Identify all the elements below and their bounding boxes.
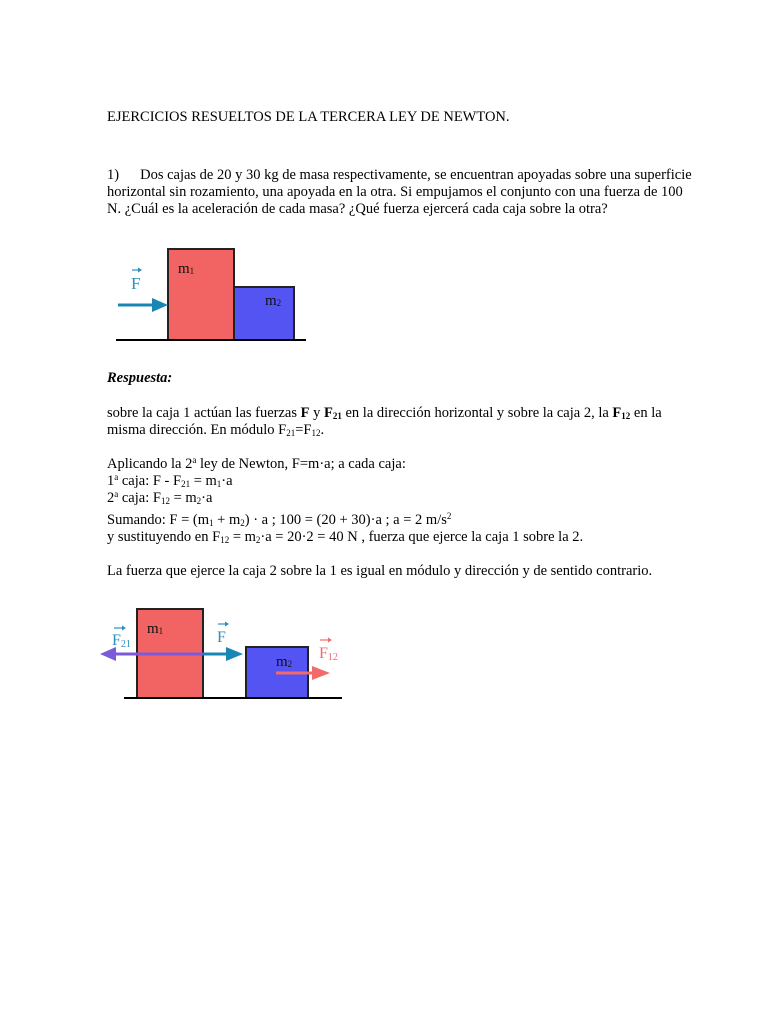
f-label: F (217, 629, 226, 646)
f-arrowhead (226, 647, 243, 661)
answer-paragraph-1-line-1: sobre la caja 1 actúan las fuerzas F y $F_{21}$ en la dirección horizontal y sobre la caja 2, la $F_{12}$ en la (107, 405, 662, 421)
answer-paragraph-1-line-2: misma dirección. En módulo $F_{21}=F_{12}$. (107, 422, 325, 438)
box-m2-label: m2 (276, 654, 293, 670)
f21-arrowhead (100, 647, 116, 661)
box-m1-label: m1 (178, 261, 195, 277)
f12-label: F12 (319, 645, 338, 663)
figure-1-diagram (112, 244, 312, 344)
equation-substitution: y sustituyendo en $F_{12} = m_2\cdot a = 20\cdot 2 = 40$ N , fuerza que ejerce la caja 1 sobre la 2. (107, 529, 584, 545)
problem-text-1: Dos cajas de 20 y 30 kg de masa respectivamente, se encuentran apoyadas sobre una superficie (140, 167, 692, 183)
document-title: EJERCICIOS RESUELTOS DE LA TERCERA LEY DE NEWTON. (107, 109, 510, 125)
equation-sum: Sumando: $F = (m_1 + m_2) \cdot a$ ; 100 = (20 + 30)·a ; a = 2 $m/s^2$ (107, 511, 452, 528)
box-m2 (234, 287, 294, 340)
newton-law-line: Aplicando la 2$^a$ ley de Newton, F=m·a; a cada caja: (107, 455, 406, 472)
figure-2-diagram (100, 600, 360, 710)
f21-label: F21 (112, 632, 131, 650)
answer-heading: Respuesta: (107, 370, 173, 386)
problem-line-1 (107, 167, 692, 184)
force-arrowhead (152, 298, 168, 312)
conclusion-line: La fuerza que ejerce la caja 2 sobre la 1 es igual en módulo y dirección y de sentido contrario. (107, 563, 653, 579)
problem-number: 1) (107, 167, 120, 183)
box-m1-label: m1 (147, 621, 164, 637)
box-m2-label: m2 (265, 293, 282, 309)
problem-line-2: horizontal sin rozamiento, una apoyada en la otra. Si empujamos el conjunto con una fuerza de 100 (107, 184, 683, 200)
f12-arrowhead (312, 666, 330, 680)
force-label: F (131, 274, 141, 293)
equation-box-2: 2$^a$ caja: $F_{12} = m_2\cdot a$ (107, 489, 213, 506)
equation-box-1: 1$^a$ caja: $F - F_{21} = m_1\cdot a$ (107, 472, 233, 489)
problem-line-3: N. ¿Cuál es la aceleración de cada masa? ¿Qué fuerza ejercerá cada caja sobre la otra? (107, 201, 608, 217)
